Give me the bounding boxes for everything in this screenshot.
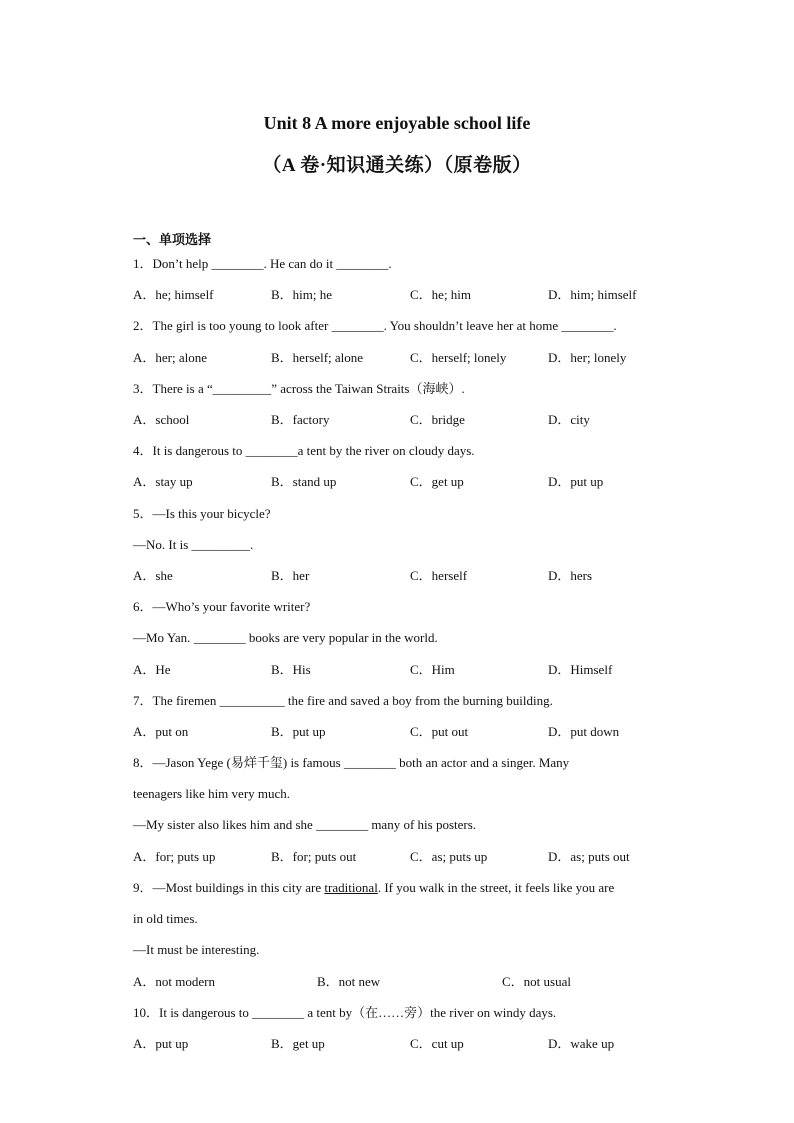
- question-5-reply: —No. It is _________.: [133, 537, 254, 552]
- question-9-reply: —It must be interesting.: [133, 942, 260, 957]
- option-c: C．get up: [410, 474, 464, 489]
- question-8-stem: 8．—Jason Yege (易烊千玺) is famous ________ both an actor and a singer. Many: [133, 755, 570, 770]
- option-d: D．put down: [548, 724, 620, 739]
- option-a: A．He: [133, 662, 171, 677]
- option-c: C．bridge: [410, 412, 465, 427]
- option-b: B．herself; alone: [271, 350, 364, 365]
- option-b: B．His: [271, 662, 311, 677]
- question-6-stem: 6．—Who’s your favorite writer?: [133, 599, 311, 614]
- question-8-stem-cont: teenagers like him very much.: [133, 786, 291, 801]
- option-c: C．cut up: [410, 1036, 464, 1051]
- option-d: D．hers: [548, 568, 593, 583]
- option-b: B．for; puts out: [271, 849, 357, 864]
- option-a: A．stay up: [133, 474, 193, 489]
- option-a: A．for; puts up: [133, 849, 216, 864]
- question-9-text-before: 9．—Most buildings in this city are: [133, 880, 325, 895]
- option-b: B．stand up: [271, 474, 337, 489]
- option-a: A．put on: [133, 724, 189, 739]
- question-7-stem: 7．The firemen __________ the fire and saved a boy from the burning building.: [133, 693, 553, 708]
- option-c: C．as; puts up: [410, 849, 488, 864]
- page-title: Unit 8 A more enjoyable school life: [263, 113, 531, 133]
- option-d: D．wake up: [548, 1036, 615, 1051]
- question-5-stem: 5．—Is this your bicycle?: [133, 506, 271, 521]
- option-b: B．him; he: [271, 287, 333, 302]
- question-8-reply: —My sister also likes him and she ________ many of his posters.: [133, 817, 477, 832]
- option-d: D．Himself: [548, 662, 613, 677]
- option-d: D．her; lonely: [548, 350, 627, 365]
- question-9-text-after: . If you walk in the street, it feels like you are: [377, 880, 615, 895]
- option-c: C．he; him: [410, 287, 472, 302]
- option-a: A．she: [133, 568, 173, 583]
- option-a: A．her; alone: [133, 350, 208, 365]
- underlined-word: traditional: [324, 880, 378, 895]
- option-d: D．city: [548, 412, 590, 427]
- page-subtitle: （A 卷·知识通关练）（原卷版）: [262, 155, 532, 176]
- question-3-stem: 3．There is a “_________” across the Taiwan Straits（海峡）.: [133, 381, 465, 396]
- option-a: A．school: [133, 412, 190, 427]
- option-d: D．as; puts out: [548, 849, 630, 864]
- question-9-stem: [133, 880, 614, 896]
- option-c: C．not usual: [502, 974, 571, 989]
- option-d: D．put up: [548, 474, 604, 489]
- question-1-stem: 1．Don’t help ________. He can do it ________.: [133, 256, 392, 271]
- option-b: B．not new: [317, 974, 381, 989]
- question-2-stem: 2．The girl is too young to look after ________. You shouldn’t leave her at home ________.: [133, 318, 617, 333]
- option-a: A．put up: [133, 1036, 189, 1051]
- option-c: C．put out: [410, 724, 469, 739]
- question-4-stem: 4．It is dangerous to ________a tent by the river on cloudy days.: [133, 443, 475, 458]
- section-heading: 一、单项选择: [133, 232, 212, 247]
- option-d: D．him; himself: [548, 287, 637, 302]
- option-c: C．Him: [410, 662, 455, 677]
- option-b: B．her: [271, 568, 310, 583]
- question-6-reply: —Mo Yan. ________ books are very popular in the world.: [133, 630, 438, 645]
- option-c: C．herself: [410, 568, 468, 583]
- option-b: B．get up: [271, 1036, 325, 1051]
- option-b: B．factory: [271, 412, 330, 427]
- option-b: B．put up: [271, 724, 326, 739]
- question-9-stem-cont: in old times.: [133, 911, 198, 926]
- option-a: A．he; himself: [133, 287, 214, 302]
- option-a: A．not modern: [133, 974, 215, 989]
- question-10-stem: 10．It is dangerous to ________ a tent by（在……旁）the river on windy days.: [133, 1005, 557, 1020]
- option-c: C．herself; lonely: [410, 350, 507, 365]
